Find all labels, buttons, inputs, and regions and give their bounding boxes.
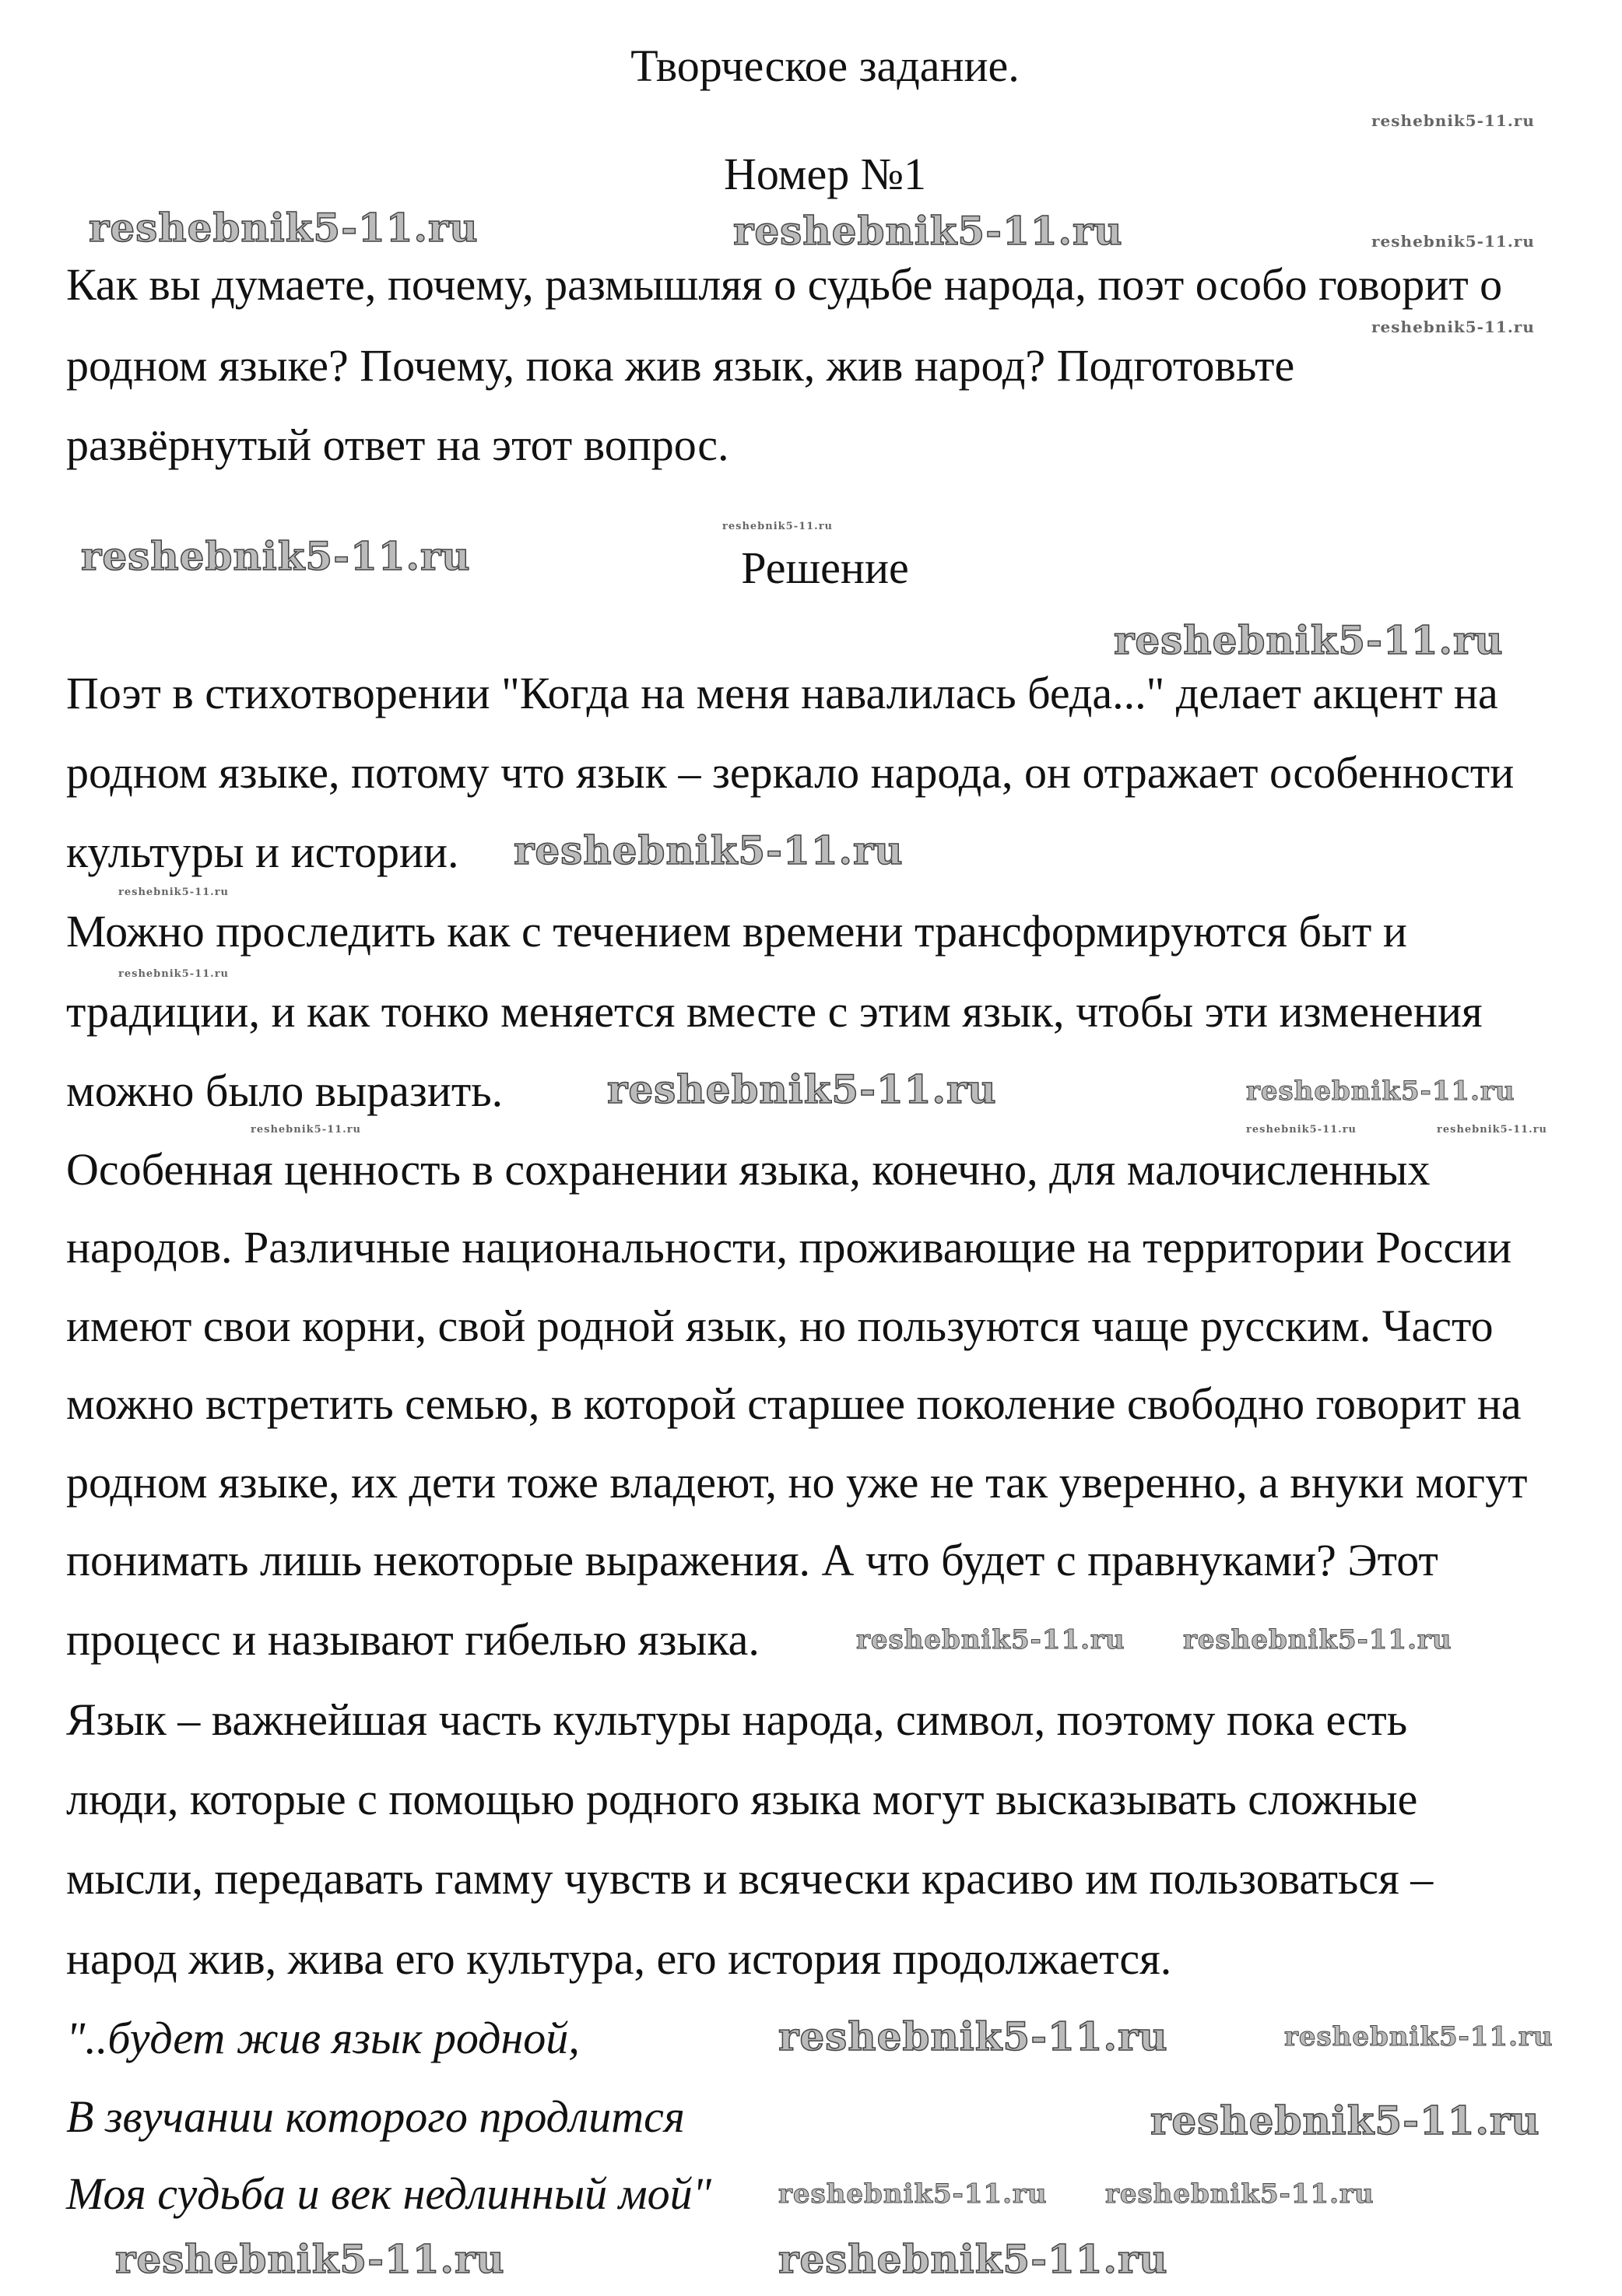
watermark: reshebnik5-11.ru bbox=[1150, 2098, 1540, 2143]
answer-line: родном языке, потому что язык – зеркало народа, он отражает особенности bbox=[66, 747, 1515, 798]
watermark: reshebnik5-11.ru bbox=[1371, 318, 1535, 336]
watermark: reshebnik5-11.ru bbox=[118, 886, 230, 898]
watermark: reshebnik5-11.ru bbox=[118, 968, 230, 980]
quote-line: Моя судьба и век недлинный мой" bbox=[66, 2168, 711, 2219]
answer-line: народ жив, жива его культура, его история продолжается. bbox=[66, 1933, 1172, 1984]
watermark: reshebnik5-11.ru bbox=[1246, 1076, 1515, 1107]
quote-line: "..будет жив язык родной, bbox=[66, 2013, 580, 2063]
question-line: Как вы думаете, почему, размышляя о судьбе народа, поэт особо говорит о bbox=[66, 259, 1503, 310]
watermark: reshebnik5-11.ru bbox=[607, 1066, 997, 1112]
answer-line: можно было выразить. bbox=[66, 1065, 504, 1116]
watermark: reshebnik5-11.ru bbox=[1371, 232, 1535, 251]
answer-line: народов. Различные национальности, проживающие на территории России bbox=[66, 1222, 1512, 1273]
quote-line: В звучании которого продлится bbox=[66, 2091, 685, 2142]
watermark: reshebnik5-11.ru bbox=[1114, 617, 1504, 663]
task-number: Номер №1 bbox=[723, 149, 927, 199]
answer-line: имеют свои корни, свой родной язык, но пользуются чаще русским. Часто bbox=[66, 1301, 1494, 1351]
watermark: reshebnik5-11.ru bbox=[722, 521, 834, 532]
watermark: reshebnik5-11.ru bbox=[1284, 2021, 1554, 2052]
answer-line: Особенная ценность в сохранении языка, конечно, для малочисленных bbox=[66, 1144, 1431, 1195]
watermark: reshebnik5-11.ru bbox=[1105, 2178, 1374, 2210]
solution-heading: Решение bbox=[741, 542, 909, 593]
answer-line: Можно проследить как с течением времени трансформируются быт и bbox=[66, 906, 1407, 957]
watermark: reshebnik5-11.ru bbox=[1437, 1124, 1548, 1136]
watermark: reshebnik5-11.ru bbox=[514, 827, 904, 873]
question-line: развёрнутый ответ на этот вопрос. bbox=[66, 420, 729, 470]
answer-line: Поэт в стихотворении "Когда на меня навалилась беда..." делает акцент на bbox=[66, 668, 1498, 718]
answer-line: можно встретить семью, в которой старшее поколение свободно говорит на bbox=[66, 1378, 1522, 1429]
watermark: reshebnik5-11.ru bbox=[1183, 1624, 1452, 1655]
question-line: родном языке? Почему, пока жив язык, жив народ? Подготовьте bbox=[66, 340, 1295, 391]
watermark: reshebnik5-11.ru bbox=[251, 1124, 362, 1136]
answer-line: процесс и называют гибелью языка. bbox=[66, 1614, 760, 1665]
watermark: reshebnik5-11.ru bbox=[1246, 1124, 1357, 1136]
answer-line: традиции, и как тонко меняется вместе с этим язык, чтобы эти изменения bbox=[66, 986, 1483, 1037]
watermark: reshebnik5-11.ru bbox=[115, 2236, 505, 2282]
watermark: reshebnik5-11.ru bbox=[89, 205, 479, 251]
answer-line: родном языке, их дети тоже владеют, но уже не так уверенно, а внуки могут bbox=[66, 1457, 1528, 1508]
watermark: reshebnik5-11.ru bbox=[733, 208, 1123, 254]
watermark: reshebnik5-11.ru bbox=[1371, 111, 1535, 130]
answer-line: понимать лишь некоторые выражения. А что будет с правнуками? Этот bbox=[66, 1535, 1438, 1585]
watermark: reshebnik5-11.ru bbox=[778, 2236, 1168, 2282]
answer-line: мысли, передавать гамму чувств и всячески красиво им пользоваться – bbox=[66, 1853, 1434, 1904]
answer-line: люди, которые с помощью родного языка могут высказывать сложные bbox=[66, 1774, 1418, 1824]
page-title: Творческое задание. bbox=[630, 40, 1020, 91]
watermark: reshebnik5-11.ru bbox=[778, 2178, 1048, 2210]
answer-line: культуры и истории. bbox=[66, 827, 459, 877]
watermark: reshebnik5-11.ru bbox=[856, 1624, 1125, 1655]
watermark: reshebnik5-11.ru bbox=[81, 533, 471, 579]
watermark: reshebnik5-11.ru bbox=[778, 2013, 1168, 2059]
answer-line: Язык – важнейшая часть культуры народа, символ, поэтому пока есть bbox=[66, 1694, 1408, 1745]
